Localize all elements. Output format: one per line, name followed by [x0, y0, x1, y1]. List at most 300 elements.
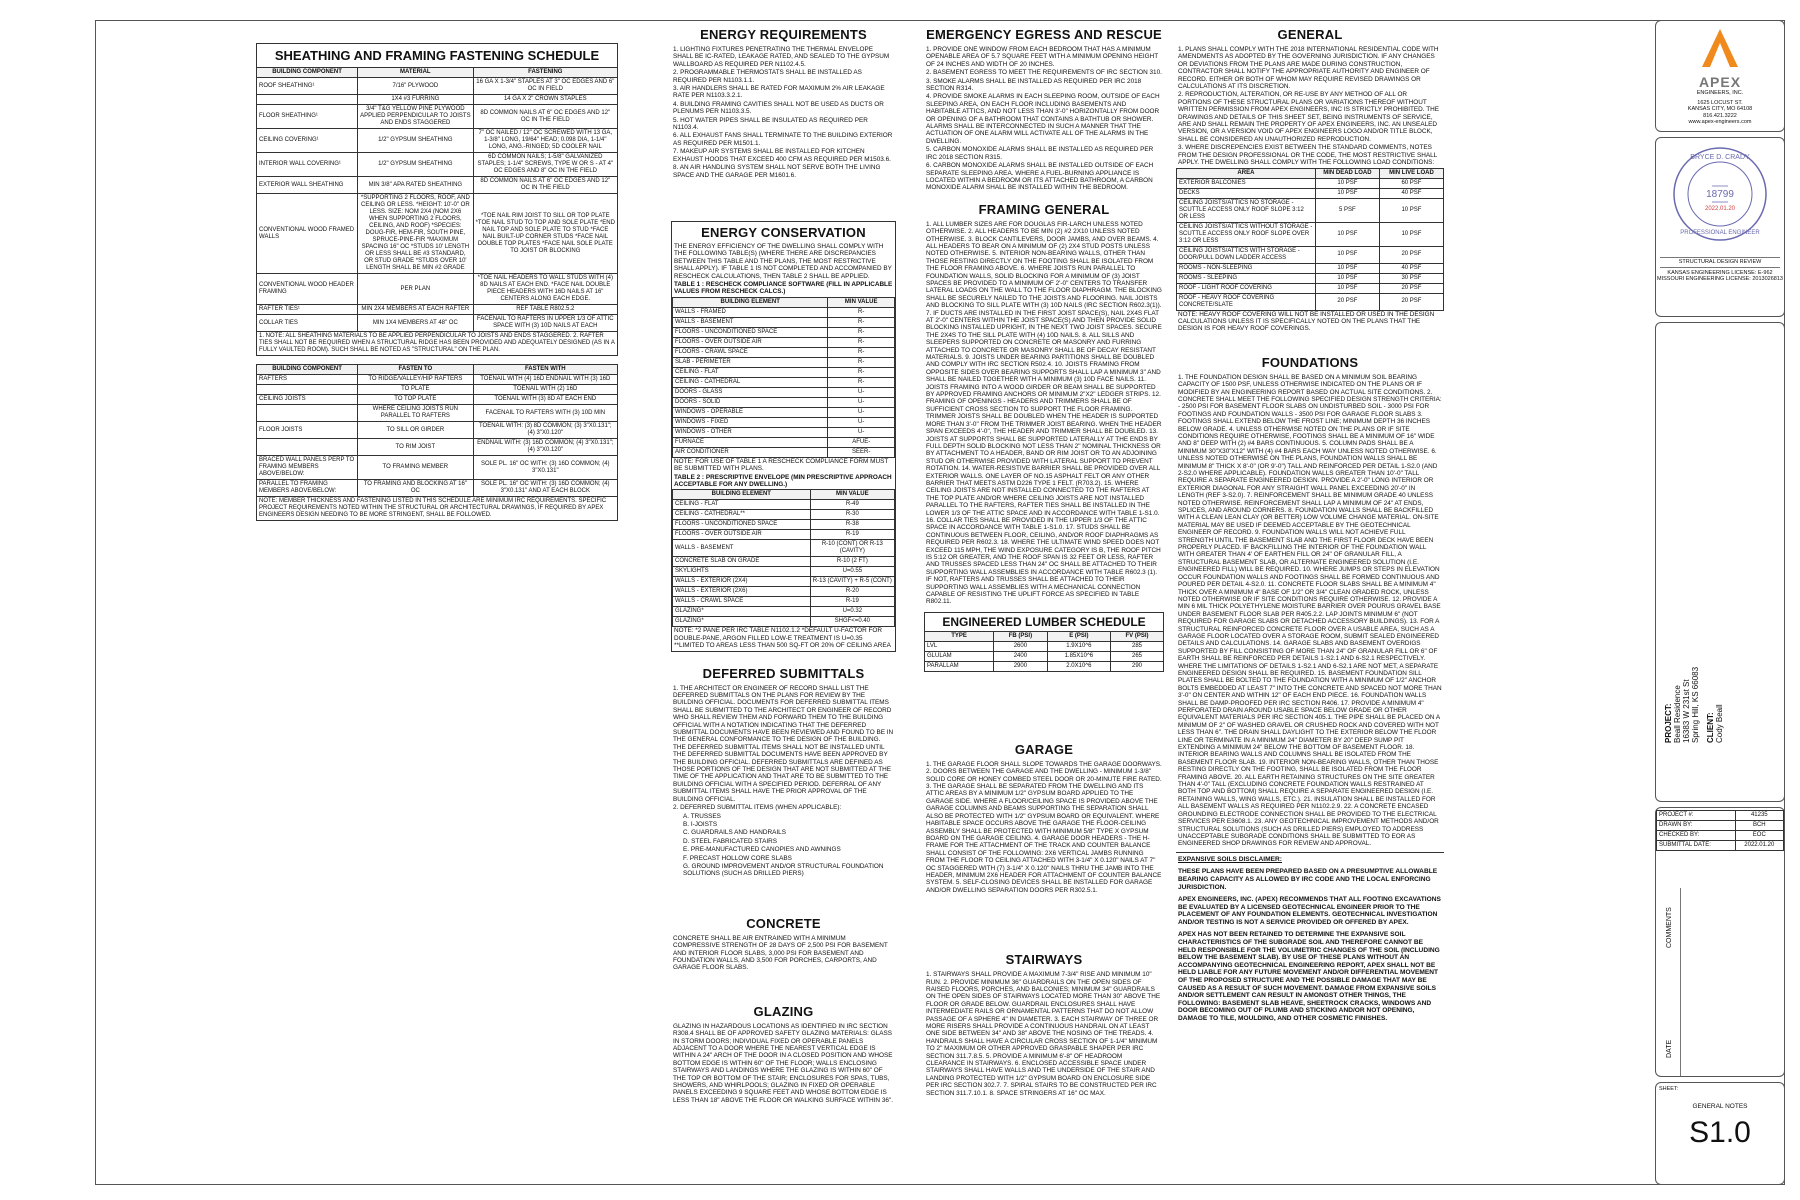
table-cell: 60 PSF — [1379, 178, 1443, 188]
rescheck-row — [673, 377, 895, 387]
table-cell: 7" OC NAILED / 12" OC SCREWED WITH 13 GA, 1-3/8" LONG, 19/64" HEAD; 0.098 DIA, 1-1/4" LONG, ANG.-RINGED; 5D COOLER NAIL — [473, 129, 617, 153]
col-header: MIN VALUE — [810, 490, 894, 500]
table-cell: LVL — [925, 641, 994, 651]
load-row — [1177, 293, 1444, 310]
table-cell: FLOORS - OVER OUTSIDE AIR — [673, 530, 811, 540]
table-cell: AFUE- — [828, 437, 895, 447]
table-cell: R- — [828, 357, 895, 367]
fastening-row — [257, 395, 618, 405]
table-cell: TO PLATE — [358, 385, 474, 395]
fastening-row — [257, 422, 618, 439]
meta-row — [1657, 821, 1784, 831]
fastening-row — [257, 405, 618, 422]
meta-row — [1657, 811, 1784, 821]
sheathing-row — [257, 305, 618, 315]
prescriptive-row — [673, 567, 895, 577]
table-cell: 2900 — [994, 661, 1048, 671]
table-cell: DECKS — [1177, 188, 1316, 198]
table-cell: 285 — [1111, 641, 1164, 651]
glazing-text: GLAZING IN HAZARDOUS LOCATIONS AS IDENTIFIED IN IRC SECTION R308.4 SHALL BE OF APPROVED SAFETY GLAZING MATERIALS: GLASS IN STORM DOORS; INDIVIDUAL FIXED OR OPERABLE PANELS ADJACENT TO A DOOR WHERE THE NEAREST VERTICAL EDGE IS WITHIN A 24" ARCH OF THE DOOR IN A CLOSED POSITION AND WHOSE BOTTOM EDGE IS WITHIN 60" OF THE FLOOR; WALLS ENCLOSING STAIRWAYS AND LANDINGS WHERE THE GLAZING IS WITHIN 60" OF THE TOP OR BOTTOM OF THE STAIR; ENCLOSURES FOR SPAS, TUBS, SHOWERS, AND WHIRLPOOLS; GLAZING IN FIXED OR OPERABLE PANELS EXCEEDING 9 SQUARE FEET AND WHOSE BOTTOM EDGE IS LESS THAN 18" ABOVE THE FLOOR OR WALKING SURFACE WITHIN 36". — [673, 1022, 893, 1104]
sheathing-row — [257, 274, 618, 305]
table-cell: AIR CONDITIONER — [673, 447, 828, 457]
general-item: 3. WHERE DISCREPENCIES EXIST BETWEEN THE STANDARD COMMENTS, NOTES FROM THE DESIGN PROFESSIONAL OR THE CODE, THE MOST RESTRICTIVE SHALL APPLY. THE DWELLING SHALL COMPLY WITH THE FOLLOWING LOAD CONDITIONS: — [1178, 144, 1437, 167]
col-header: TYPE — [925, 631, 994, 641]
table-cell: CHECKED BY: — [1657, 831, 1736, 841]
table-cell: 41235 — [1735, 811, 1783, 821]
table-cell: SLAB - PERIMETER — [673, 357, 828, 367]
col-header: BUILDING COMPONENT — [257, 68, 358, 78]
sheathing-row — [257, 105, 618, 129]
table-cell: CONCRETE SLAB ON GRADE — [673, 557, 811, 567]
table-cell: R-38 — [810, 520, 894, 530]
prescriptive-row — [673, 557, 895, 567]
table-cell: WHERE CEILING JOISTS RUN PARALLEL TO RAFTERS — [358, 405, 474, 422]
table-cell: WINDOWS - FIXED — [673, 417, 828, 427]
load-row — [1177, 273, 1444, 283]
table-cell: RAFTER TIES¹ — [257, 305, 358, 315]
table-cell: R- — [828, 337, 895, 347]
table-cell: WINDOWS - OPERABLE — [673, 407, 828, 417]
table-cell: SEER- — [828, 447, 895, 457]
project-meta-box — [1655, 807, 1785, 1077]
meta-row — [1657, 841, 1784, 851]
table-cell: 5 PSF — [1315, 198, 1379, 222]
table-cell: R-19 — [810, 530, 894, 540]
table-cell: CEILING - CATHEDRAL — [673, 377, 828, 387]
table-cell: TO TOP PLATE — [358, 395, 474, 405]
client-label: CLIENT: — [1706, 712, 1715, 743]
col-header: FASTEN TO — [358, 365, 474, 375]
col-header: BUILDING ELEMENT — [673, 490, 811, 500]
date-label: DATE — [1666, 1039, 1673, 1058]
table-cell: U- — [828, 397, 895, 407]
prescriptive-table — [672, 489, 895, 627]
garage-text: 1. THE GARAGE FLOOR SHALL SLOPE TOWARDS THE GARAGE DOORWAYS. 2. DOORS BETWEEN THE GARAGE AND THE DWELLING - MINIMUM 1-3/8" SOLID CORE OR HONEY COMBED STEEL DOOR OR 20-MINUTE FIRE RATED. 3. THE GARAGE SHALL BE SEPARATED FROM THE DWELLING AND ITS ATTIC AREAS BY A MINIMUM 1/2" GYPSUM BOARD APPLIED TO THE GARAGE SIDE. WHERE A FLOOR/CEILING SPACE IS PROVIDED ABOVE THE GARAGE COLUMNS AND BEAMS SUPPORTING THE SEPARATION SHALL ALSO BE PROTECTED WITH 1/2" GYPSUM BOARD OR EQUIVALENT. WHERE HABITABLE SPACE OCCURS ABOVE THE GARAGE THE FLOOR-CEILING ASSEMBLY SHALL BE PROTECTED WITH MINIMUM 5/8" TYPE X GYPSUM BOARD ON THE GARAGE CEILING. 4. GARAGE DOOR HEADERS - THE H-FRAME FOR THE ATTACHMENT OF THE TRACK AND COUNTER BALANCE SHALL CONSIST OF THE FOLLOWING: 2X6 VERTICAL JAMBS RUNNING FROM THE FLOOR TO CEILING ATTACHED WITH 3-1/4" X 0.120" NAILS AT 7" OC STAGGERED WITH (7) 3-1/4" X 0.120" NAILS THRU THE JAMB INTO THE HEADER, MINIMUM 2X6 HEADER FOR ATTACHMENT OF COUNTER BALANCE SYSTEM. 5. SELF-CLOSING DEVICES SHALL BE INSTALLED FOR GARAGE AND/OR DWELLING SEPARATION DOORS PER R302.5.1. — [926, 760, 1162, 894]
table-cell: WALLS - BASEMENT — [673, 540, 811, 557]
energy-conservation-box — [671, 221, 896, 652]
table-cell: 16 GA X 1-3/4" STAPLES AT 3" OC EDGES AND 6" OC IN FIELD — [473, 78, 617, 95]
table-cell: 10 PSF — [1315, 178, 1379, 188]
table1-caption: TABLE 1 : RESCHECK COMPLIANCE SOFTWARE (FILL IN APPLICABLE VALUES FROM RESCHECK CALCS.) — [674, 280, 893, 296]
prescriptive-row — [673, 530, 895, 540]
table-cell: R-20 — [810, 587, 894, 597]
company-name: APEX — [1698, 74, 1742, 90]
garage-title: GARAGE — [1014, 741, 1074, 757]
table-cell: FLOORS - UNCONDITIONED SPACE — [673, 520, 811, 530]
table-cell: FLOORS - UNCONDITIONED SPACE — [673, 327, 828, 337]
table-cell: INTERIOR WALL COVERING¹ — [257, 153, 358, 177]
project-info-rotated — [1664, 563, 1700, 743]
table-cell: 10 PSF — [1379, 198, 1443, 222]
project-address2: Spring Hill, KS 66083 — [1691, 666, 1700, 743]
table-cell: 20 PSF — [1379, 246, 1443, 263]
deferred-text: 1. THE ARCHITECT OR ENGINEER OF RECORD SHALL LIST THE DEFERRED SUBMITTALS ON THE PLANS FOR REVIEW BY THE BUILDING OFFICIAL. DOCUMENTS FOR DEFERRED SUBMITTAL ITEMS SHALL BE SUBMITTED TO THE ARCHITECT OR ENGINEER OF RECORD WHO SHALL REVIEW THEM AND FORWARD THEM TO THE BUILDING OFFICIAL WITH A NOTATION INDICATING THAT THE DEFERRED SUBMITTAL DOCUMENTS HAVE BEEN REVIEWED AND FOUND TO BE IN THE GENERAL CONFORMANCE TO THE DESIGN OF THE BUILDING. THE DEFERRED SUBMITTAL ITEMS SHALL NOT BE INSTALLED UNTIL THE DEFERRED SUBMITTAL DOCUMENTS HAVE BEEN APPROVED BY THE BUILDING OFFICIAL. DEFERRED SUBMITTALS ARE DEFINED AS THOSE PORTIONS OF THE DESIGN THAT ARE NOT SUBMITTED AT THE TIME OF THE APPLICATION AND THAT ARE TO BE SUBMITTED TO THE BUILDING OFFICIAL WITH A SPECIFIED PERIOD. DEFERRAL OF ANY SUBMITTAL ITEMS SHALL HAVE THE PRIOR APPROVAL OF THE BUILDING OFFICIAL. — [673, 684, 894, 803]
drawing-sheet — [95, 20, 1785, 1185]
rescheck-row — [673, 357, 895, 367]
table-cell: MIN 2X4 MEMBERS AT EACH RAFTER — [358, 305, 474, 315]
table-cell: 20 PSF — [1379, 283, 1443, 293]
table-cell: 40 PSF — [1379, 188, 1443, 198]
rescheck-row — [673, 367, 895, 377]
table-cell: R- — [828, 347, 895, 357]
col-header: E (PSI) — [1047, 631, 1110, 641]
fastening-row — [257, 385, 618, 395]
concrete-text: CONCRETE SHALL BE AIR ENTRAINED WITH A MINIMUM COMPRESSIVE STRENGTH OF 28 DAYS OF 2,500 PSI FOR BASEMENT AND INTERIOR FLOOR SLABS, 3,000 PSI FOR BASEMENT AND FOUNDATION WALLS, AND 3,500 FOR PORCHES, CARPORTS, AND GARAGE FLOOR SLABS. — [673, 934, 888, 972]
table-cell: EXTERIOR WALL SHEATHING — [257, 177, 358, 194]
energy-req-list — [671, 46, 896, 179]
deferred-item: G. GROUND IMPROVEMENT AND/OR STRUCTURAL FOUNDATION SOLUTIONS (SUCH AS DRILLED PIERS) — [683, 862, 884, 878]
prescriptive-row — [673, 617, 895, 627]
rescheck-row — [673, 347, 895, 357]
rescheck-row — [673, 437, 895, 447]
general-title: GENERAL — [1277, 27, 1343, 42]
rescheck-table — [672, 297, 895, 458]
foundations-title: FOUNDATIONS — [1261, 354, 1359, 370]
stairways-text: 1. STAIRWAYS SHALL PROVIDE A MAXIMUM 7-3/4" RISE AND MINIMUM 10" RUN. 2. PROVIDE MINIMUM 36" GUARDRAILS ON THE OPEN SIDES OF RAISED FLOORS, PORCHES, AND BALCONIES; MINIMUM 34" GUARDRAILS ON THE OPEN SIDES OF STAIRWAYS LOCATED MORE THAN 30" ABOVE THE FLOOR OR GRADE BELOW. GUARDRAIL ENCLOSURES SHALL HAVE INTERMEDIATE RAILS OR ORNAMENTAL PATTERNS THAT DO NOT ALLOW PASSAGE OF A SPHERE 4" IN DIAMETER. 3. EACH STAIRWAY OF THREE OR MORE RISERS SHALL PROVIDE A CONTINUOUS HANDRAIL ON AT LEAST ONE SIDE BETWEEN 34" AND 38" ABOVE THE NOSING OF THE TREADS. 4. HANDRAILS SHALL HAVE A CIRCULAR CROSS SECTION OF 1-1/4" MINIMUM TO 2" MAXIMUM OR OTHER APPROVED GRASPABLE SHAPER PER IRC SECTION 311.7.8.5. 5. PROVIDE A MINIMUM 6'-8" OF HEADROOM CLEARANCE IN STAIRWAYS. 6. ENCLOSED ACCESSIBLE SPACE UNDER STAIRWAYS SHALL HAVE WALLS AND THE UNDERSIDE OF THE STAIR AND LANDING PROTECTED WITH 1/2" GYPSUM BOARD ON ENCLOSURE SIDE PER IRC SECTION 302.7. 7. SPIRAL STAIRS TO BE CONSTRUCTED PER IRC SECTION 311.7.10.1. 8. SPACE STRINGERS AT 16" OC MAX. — [926, 971, 1161, 1097]
deferred-list — [671, 813, 896, 878]
table-cell: U=0.55 — [810, 567, 894, 577]
table-cell: PER PLAN — [358, 274, 474, 305]
table-cell: 1X4 #3 FURRING — [358, 95, 474, 105]
table-cell: WINDOWS - OTHER — [673, 427, 828, 437]
table-cell: 10 PSF — [1379, 222, 1443, 246]
table-cell: U- — [828, 417, 895, 427]
table-cell: ROOMS - NON-SLEEPING — [1177, 263, 1316, 273]
table-cell: R-10 (2 FT) — [810, 557, 894, 567]
col-header: FASTENING — [473, 68, 617, 78]
table-cell: WALLS - FRAMED — [673, 307, 828, 317]
fastening-row — [257, 480, 618, 497]
table-cell: CEILING - FLAT — [673, 367, 828, 377]
lumber-title: ENGINEERED LUMBER SCHEDULE — [924, 612, 1164, 631]
table-cell: ROOF - LIGHT ROOF COVERING — [1177, 283, 1316, 293]
sheathing-table — [256, 67, 618, 332]
general-list — [1176, 46, 1444, 167]
table-cell: SOLE PL. 16" OC WITH: (3) 16D COMMON; (4) 3"X0.131" — [473, 456, 617, 480]
table-cell — [257, 405, 358, 422]
framing-title: FRAMING GENERAL — [978, 201, 1110, 217]
rescheck-row — [673, 387, 895, 397]
deferred-item: B. I-JOISTS — [683, 820, 718, 828]
table-cell — [257, 439, 358, 456]
company-sub: ENGINEERS, INC. — [1696, 90, 1744, 96]
table-cell: R-30 — [810, 510, 894, 520]
energy-cons-title: ENERGY CONSERVATION — [701, 224, 866, 240]
deferred-item: C. GUARDRAILS AND HANDRAILS — [683, 829, 786, 837]
table-cell: TO FRAMING MEMBER — [358, 456, 474, 480]
col-header: FASTEN WITH — [473, 365, 617, 375]
table-cell: BCH — [1735, 821, 1783, 831]
table-cell: 2400 — [994, 651, 1048, 661]
client-name: Cody Beall — [1715, 704, 1724, 743]
table-cell: U- — [828, 387, 895, 397]
general-item: 2. REPRODUCTION, ALTERATION, OR RE-USE BY ANY METHOD OF ALL OR PORTIONS OF THESE STRUCTURAL PLANS OR VARIATIONS THEREOF WITHOUT WRITTEN PERMISSION FROM APEX ENGINEERS, INC IS STRICTLY PROHIBITED. THE DRAWINGS AND DETAILS OF THIS SHEET SET, BEING INSTRUMENTS OF SERVICE, ARE AND SHALL REMAIN THE PROPERTY OF APEX ENGINEERS, INC. AN UNSEALED VERSION, OR A VERSION VOID OF APEX ENGINEERS LOGO AND/OR TITLE BLOCK, SHALL BE CONSIDERED AN UNAUTHORIZED REPRODUCTION. — [1178, 91, 1439, 143]
load-row — [1177, 283, 1444, 293]
glazing-title: GLAZING — [753, 1003, 814, 1019]
table-cell: ROOF SHEATHING¹ — [257, 78, 358, 95]
prescriptive-row — [673, 520, 895, 530]
table-cell: R-10 (CONT) OR R-13 (CAVITY) — [810, 540, 894, 557]
table-cell: *SUPPORTING 2 FLOORS, ROOF, AND CEILING OR LESS. *HEIGHT: 10'-0" OR LESS. SIZE: NOM 2X4 (NOM 2X6 WHEN SUPPORTING 2 FLOORS, CEILING, AND ROOF) *SPECIES: DOUG-FIR, HEM-FIR, SOUTH PINE, SPRUCE-PINE-FIR *MAXIMUM SPACING 16" OC *STUDS 10' LENGTH OR LESS SHALL BE #3 STANDARD, OR STUD GRADE *STUDS OVER 10' LENGTH SHALL BE MIN #2 GRADE — [358, 194, 474, 274]
table-cell: BRACED WALL PANELS PERP TO FRAMING MEMBERS ABOVE/BELOW: — [257, 456, 358, 480]
soils-p3: APEX HAS NOT BEEN RETAINED TO DETERMINE THE EXPANSIVE SOIL CHARACTERISTICS OF THE SUBGRADE SOIL AND THEREFORE CANNOT BE HELD RESPONSIBLE FOR THE VOLUMETRIC CHANGES OF THE SOIL (INCLUDING BELOW THE BASEMENT SLAB). BY USE OF THESE PLANS WITHOUT AN ACCOMPANYING GEOTECHNICAL ENGINEERING REPORT, APEX SHALL NOT BE HELD LIABLE FOR ANY FUTURE MOVEMENT AND/OR DIFFERENTIAL MOVEMENT OF THE PROPOSED STRUCTURE AND THE POSSIBLE DAMAGE THAT MAY BE CAUSED AS A RESULT OF SUCH MOVEMENT. DAMAGE FROM EXPANSIVE SOILS AND/OR SETTLEMENT CAN RESULT IN AMONGST OTHER THINGS, THE FOLLOWING: BASEMENT SLAB HEAVE, SHEETROCK CRACKS, WINDOWS AND DOOR BECOMING OUT OF PLUMB AND STICKING AND/OR NOT OPENING, DAMAGE TO TILE, MOULDING, AND OTHER COSMETIC FINISHES. — [1178, 931, 1440, 1022]
load-row — [1177, 246, 1444, 263]
company-address2: KANSAS CITY, MO 64108 — [1687, 106, 1753, 112]
table-cell: 6D COMMON NAILS; 1-5/8" GALVANIZED STAPLES; 1-1/4" SCREWS, TYPE W OR S - AT 4" OC EDGES AND 8" OC IN THE FIELD — [473, 153, 617, 177]
table-cell: R- — [828, 307, 895, 317]
table-cell: R-19 — [810, 597, 894, 607]
table-cell: FACENAIL TO RAFTERS IN UPPER 1/3 OF ATTIC SPACE WITH (3) 10D NAILS AT EACH — [473, 315, 617, 332]
table-cell: 30 PSF — [1379, 273, 1443, 283]
table-cell: TOENAIL WITH (3) 8D AT EACH END — [473, 395, 617, 405]
table-cell: CEILING JOISTS/ATTICS NO STORAGE - SCUTTLE ACCESS ONLY ROOF SLOPE 3:12 OR LESS — [1177, 198, 1316, 222]
prescriptive-row — [673, 577, 895, 587]
table-cell: U- — [828, 427, 895, 437]
title-block — [1655, 20, 1785, 1185]
foundations-text: 1. THE FOUNDATION DESIGN SHALL BE BASED ON A MINIMUM SOIL BEARING CAPACITY OF 1500 PSF, UNLESS OTHERWISE INDICATED ON THE PLANS OR IF MODIFIED BY AN ENGINEERING REPORT BASED ON ACTUAL SITE CONDITIONS. 2. CONCRETE SHALL MEET THE FOLLOWING SPECIFIED DESIGN STRENGTH CRITERIA: - 2500 PSI FOR BASEMENT FLOOR SLABS ON UNDISTURBED SOIL - 3000 PSI FOR FOOTINGS AND FOUNDATION WALLS - 3500 PSI FOR GARAGE FLOOR SLABS 3. FOOTINGS SHALL EXTEND BELOW THE FROST LINE; MINIMUM DEPTH 36 INCHES BELOW GRADE. 4. UNLESS OTHERWISE NOTED ON THE PLANS OR IF SITE CONDITIONS REQUIRE OTHERWISE, FOOTINGS SHALL BE A MINIMUM OF 16" WIDE AND 8" DEEP WITH (2) #4 BARS CONTINUOUS. 5. COLUMN PADS SHALL BE A MINIMUM 30"X30"X12" WITH (4) #4 BARS EACH WAY UNLESS NOTED OTHERWISE. 6. UNLESS NOTED OTHERWISE ON THE PLANS, FOUNDATION WALLS SHALL BE MINIMUM 8" THICK X 8'-0" (OR 9'-0") TALL AND REINFORCED PER DETAIL 1-S2.0 (AND 2-S2.0 WHERE APPLICABLE). FOUNDATION WALLS GREATER THAN 10'-0" TALL REQUIRE A SEPARATE ENGINEERED DESIGN. PROVIDE A 2'-0" LONG INTERIOR OR EXTERIOR DIAGONAL FOR ANY STRAIGHT WALL PANEL EXCEEDING 20'-0" IN LENGTH (REF 3-S2.0). 7. REINFORCEMENT SHALL BE MINIMUM GRADE 40 UNLESS NOTED OTHERWISE. REINFORCEMENT SHALL LAP A MINIMUM OF 24" AT ENDS, SPLICES, AND AROUND CORNERS. 8. FOUNDATION WALLS SHALL BE BACKFILLED WITH A CLEAN LEAN CLAY (OR BETTER) LOW VOLUME CHANGE MATERIAL. ON-SITE MATERIAL MAY BE USED IF DEEMED ACCEPTABLE BY THE GEOTECHNICAL ENGINEER OF RECORD. 9. FOUNDATION WALLS WILL NOT ACHIEVE FULL STRENGTH UNTIL THE BASEMENT SLAB AND THE FIRST FLOOR DECK HAVE BEEN PROPERLY PLACED. IF BACKFILLING THE INTERIOR OF THE FOUNDATION WALL WITH GREATER THAN 4' OF EARTHEN FILL OR 24" OF GRANULAR FILL, A STRUCTURAL BASEMENT SLAB, OR ALTERNATE ENGINEERED SOLUTION (I.E. ENGINEERED FILL) WILL BE REQUIRED. 10. WHERE JUMPS OR STEPS IN ELEVATION OCCUR FOUNDATION WALLS AND FOOTINGS SHALL BE FORMED CONTINUOUS AND POURED PER DETAIL 4-S2.0. 11. CONCRETE FLOOR SLABS SHALL BE A MINIMUM 4" THICK OVER A MINIMUM 4" BASE OF 1/2" OR 3/4" CLEAN GRADED ROCK, UNLESS NOTED OTHERWISE OR IF SITE CONDITIONS REQUIRE OTHERWISE. 12. PROVIDE A MIN 6 MIL THICK POLYETHYLENE MOISTURE BARRIER OVER POURUS GRAVEL BASE UNDER BASEMENT FLOOR SLAB PER R405.2.2. LAP JOINTS MINIMUM 6" (NOT REQUIRED FOR GARAGE SLABS OR DETACHED ACCESSORY BUILDINGS). 13. FOR A STRUCTURAL REINFORCED CONCRETE FLOOR OVER A USABLE AREA, SUCH AS A GARAGE FLOOR LOCATED OVER A STORAGE ROOM, SUBMIT SEALED ENGINEERED DETAILS AND CALCULATIONS. 14. GARAGE SLABS AND BASEMENT OVERDIGS SUPPORTED BY FILL CONSISTING OF MORE THAN 24" OF GRANULAR FILL OR 6" OF EARTH SHALL BE REINFORCED PER DETAILS 1-S2.1 AND 6-S2.1 RESPECTIVELY. WHERE THE LIMITATIONS OF DETAILS 1-S2.1 AND 6-S2.1 ARE NOT MET, A SEPARATE ENGINEERED DESIGN SHALL BE REQUIRED. 15. BASEMENT FOUNDATION SILL PLATES SHALL BE BOLTED TO THE FOUNDATION WITH A MINIMUM OF 1/2" ANCHOR BOLTS EMBEDDED AT LEAST 7" INTO THE CONCRETE AND SPACED NOT MORE THAN 3'-0" ON CENTER AND WITHIN 12" OF EACH END PIECE. 16. FOUNDATION WALLS SHALL BE DAMP-PROOFED PER IRC SECTION R406. 17. PROVIDE A MINIMUM 4" PERFORATED DRAIN AROUND USABLE SPACE BELOW GRADE OR OTHER EQUIVALENT MATERIALS PER IRC SECTION 405.1. THE PIPE SHALL BE PLACED ON A MINIMUM OF 2" OF WASHED GRAVEL OR CRUSHED ROCK AND COVERED WITH NOT LESS THAN 6". THE DRAIN SHALL DAYLIGHT TO THE EXTERIOR BELOW THE FLOOR LINE OR TERMINATE IN A MINIMUM 24" DIAMETER BY 20" DEEP SUMP PIT EXTENDING A MINIMUM 24" BELOW THE BOTTOM OF BASEMENT FLOOR. 18. INTERIOR BEARING WALLS AND COLUMNS SHALL BE ISOLATED FROM THE BASEMENT FLOOR SLAB. 19. INTERIOR NON-BEARING WALLS, OTHER THAN THOSE RESTING DIRECTLY ON THE FOOTING, SHALL BE ISOLATED FROM THE FLOOR FRAMING ABOVE. 20. ALL EARTH RETAINING STRUCTURES ON THE SITE GREATER THAN 4'-0" TALL (EXCLUDING CONCRETE FOUNDATION WALLS RESTRAINED AT BOTH TOP AND BOTTOM) SHALL REQUIRE A SEPARATE ENGINEERED DESIGN (I.E. RETAINING WALLS, WING WALLS, ETC.). 21. INSULATION SHALL BE INSTALLED FOR ALL BASEMENT WALLS AS REQUIRED PER N1102.2.9. 22. A CONCRETE ENCASED GROUNDING ELECTRODE CONNECTION SHALL BE PROVIDED TO THE ELECTRICAL SERVICES PER E3608.1. 23. ANY GEOTECHNICAL IMPROVEMENT METHODS AND/OR STRUCTURAL SOLUTIONS (SUCH AS DRILLED PIERS) EMPLOYED TO ADDRESS UNACCEPTABLE SUBGRADE CONDITIONS SHALL BE SUBMITTED TO EOR AS ENGINEERED SHOP DRAWINGS FOR REVIEW AND APPROVAL. — [1178, 373, 1442, 848]
rescheck-row — [673, 407, 895, 417]
table-cell: SHGF<=0.40 — [810, 617, 894, 627]
deferred-item: E. PRE-MANUFACTURED CANOPIES AND AWNINGS — [683, 846, 841, 854]
table-cell: FLOORS - CRAWL SPACE — [673, 347, 828, 357]
energy-req-item: 3. AIR HANDLERS SHALL BE RATED FOR MAXIMUM 2% AIR LEAKAGE RATE PER N1103.3.2.1. — [673, 85, 885, 100]
rescheck-row — [673, 427, 895, 437]
table-cell: FACENAIL TO RAFTERS WITH (3) 10D MIN — [473, 405, 617, 422]
table-cell: DOORS - SOLID — [673, 397, 828, 407]
table-cell: PROJECT #: — [1657, 811, 1736, 821]
framing-column — [924, 21, 1164, 1098]
table-cell — [257, 95, 358, 105]
soils-title: EXPANSIVE SOILS DISCLAIMER: — [1178, 855, 1282, 863]
table-cell: R- — [828, 327, 895, 337]
rescheck-row — [673, 397, 895, 407]
table-cell: CEILING JOISTS/ATTICS WITH STORAGE - DOOR/PULL DOWN LADDER ACCESS — [1177, 246, 1316, 263]
table-cell: ENDNAIL WITH: (3) 16D COMMON; (4) 3"X0.131"; (4) 3"X0.120" — [473, 439, 617, 456]
energy-req-title: ENERGY REQUIREMENTS — [700, 27, 867, 42]
load-note: NOTE: HEAVY ROOF COVERING WILL NOT BE INSTALLED OR USED IN THE DESIGN CALCULATIONS UNLESS IT IS SPECIFICALLY NOTED ON THE PLANS THAT THE DESIGN IS FOR HEAVY ROOF COVERINGS. — [1178, 310, 1435, 333]
apex-logo-icon — [1700, 27, 1740, 69]
table-cell: MIN 3/8" APA RATED SHEATHING — [358, 177, 474, 194]
table-cell: 14 GA X 2" CROWN STAPLES — [473, 95, 617, 105]
egress-item: 3. SMOKE ALARMS SHALL BE INSTALLED AS REQUIRED PER IRC 2018 SECTION R314. — [926, 77, 1142, 93]
table-cell: U- — [828, 407, 895, 417]
table-cell: SUBMITTAL DATE: — [1657, 841, 1736, 851]
table-cell: TOENAIL WITH (2) 16D — [473, 385, 617, 395]
col-header: MATERIAL — [358, 68, 474, 78]
table-cell: REF TABLE R802.5.2 — [473, 305, 617, 315]
company-web: www.apex-engineers.com — [1688, 119, 1752, 125]
license-mo: MISSOURI ENGINEERING LICENSE: 2013026813 — [1657, 276, 1783, 282]
project-box — [1655, 322, 1785, 802]
egress-item: 5. CARBON MONOXIDE ALARMS SHALL BE INSTALLED AS REQUIRED PER IRC 2018 SECTION R315. — [926, 146, 1154, 161]
project-meta-table — [1656, 810, 1784, 851]
project-label: PROJECT: — [1664, 703, 1673, 743]
license-ks: KANSAS ENGINEERING LICENSE: E-962 — [1667, 269, 1773, 276]
project-address1: 16383 W 231st St — [1682, 679, 1691, 743]
table-cell: R- — [828, 367, 895, 377]
col-header: AREA — [1177, 168, 1316, 178]
table-cell: CEILING JOISTS/ATTICS WITHOUT STORAGE - SCUTTLE ACCESS ONLY ROOF SLOPE OVER 3:12 OR LESS — [1177, 222, 1316, 246]
table-cell: CEILING - CATHEDRAL** — [673, 510, 811, 520]
table-cell: SOLE PL. 16" OC WITH: (3) 16D COMMON; (4) 3"X0.131" AND AT EACH BLOCK — [473, 480, 617, 497]
table-cell: FLOOR SHEATHING¹ — [257, 105, 358, 129]
egress-item: 1. PROVIDE ONE WINDOW FROM EACH BEDROOM THAT HAS A MINIMUM OPENABLE AREA OF 5.7 SQUARE FEET WITH A MINIMUM OPENING HEIGHT OF 24 INCHES AND WIDTH OF 20 INCHES. — [926, 46, 1159, 68]
col-header: BUILDING ELEMENT — [673, 297, 828, 307]
general-column — [1176, 21, 1444, 1031]
energy-req-item: 4. BUILDING FRAMING CAVITIES SHALL NOT BE USED AS DUCTS OR PLENUMS PER N1103.3.5. — [673, 100, 884, 116]
energy-req-item: 8. AN AIR HANDLING SYSTEM SHALL NOT SERVE BOTH THE LIVING SPACE AND THE GARAGE PER M1601.6. — [673, 164, 881, 179]
fastening-row — [257, 439, 618, 456]
table-cell: TO RIDGE/VALLEY/HIP RAFTERS — [358, 375, 474, 385]
sheathing-row — [257, 315, 618, 332]
table-cell: DRAWN BY: — [1657, 821, 1736, 831]
load-row — [1177, 263, 1444, 273]
prescriptive-row — [673, 510, 895, 520]
sheet-title: GENERAL NOTES — [1692, 1102, 1748, 1110]
table-cell: DOORS - GLASS — [673, 387, 828, 397]
soils-p1: THESE PLANS HAVE BEEN PREPARED BASED ON A PRESUMPTIVE ALLOWABLE BEARING CAPACITY AS ALLOWED BY IRC CODE AND THE LOCAL ENFORCING JURISDICTION. — [1178, 868, 1438, 891]
col-header: BUILDING COMPONENT — [257, 365, 358, 375]
concrete-title: CONCRETE — [746, 915, 821, 931]
table-cell: EOC — [1735, 831, 1783, 841]
framing-text: 1. ALL LUMBER SIZES ARE FOR DOUGLAS FIR-LARCH UNLESS NOTED OTHERWISE. 2. ALL HEADERS TO BE MIN (2) #2 2X10 UNLESS NOTED OTHERWISE. 3. BLOCK CANTILEVERS, DOOR JAMBS, AND OVER BEAMS. 4. ALL HEADERS TO BEAR ON A MINIMUM OF (2) 2X4 STUD POSTS UNLESS NOTED OTHERWISE. 5. INTERIOR NON-BEARING WALLS, OTHER THAN THOSE RESTING DIRECTLY ON THE FOOTING SHALL BE ISOLATED FROM THE FLOOR FRAMING ABOVE. 6. WHERE JOISTS RUN PARALLEL TO FOUNDATION WALLS, SOLID BLOCKING FOR A MINIMUM OF (3) JOIST SPACES BE PROVIDED TO A MINIMUM OF 2'-0" CENTERS TO TRANSFER LATERAL LOADS ON THE WALL TO THE FLOOR DIAPHRAGM. THE BLOCKING SHALL BE SECURELY NAILED TO THE JOISTS AND FLOORING. NAIL JOISTS AND BLOCKING TO SILL PLATE WITH (3) 10D NAILS (IRC SECTION R602.3(1)). 7. IF DUCTS ARE INSTALLED IN THE FIRST JOIST SPACE(S), NAIL 2X4S FLAT AT 2'-0" CENTERS WITHIN THE JOIST SPACE(S) AND THEN PROVIDE SOLID BLOCKING INSTALLED UPRIGHT, IN THE NEXT TWO JOIST SPACES. SECURE THE 2X4S TO THE SILL PLATE WITH (4) 10D NAILS. 8. ALL SILLS AND SLEEPERS SUPPORTED ON CONCRETE OR MASONRY AND FURRING ATTACHED TO CONCRETE OR MASONRY SHALL BE OF DECAY RESISTANT MATERIALS. 9. JOISTS UNDER BEARING PARTITIONS SHALL BE DOUBLED AND COMPLY WITH IRC SECTION R502.4. 10. JOISTS FRAMING FROM OPPOSITE SIDES OVER BEARING SUPPORTS SHALL LAP A MINIMUM 3" AND SHALL BE NAILED TOGETHER WITH A MINIMUM (3) 10D FACE NAILS. 11. JOISTS FRAMING INTO A WOOD GIRDER OR BEAM SHALL BE SUPPORTED BY APPROVED FRAMING ANCHORS OR MINIMUM 2"X2" LEDGER STRIPS. 12. FRAMING OF OPENINGS - HEADERS AND TRIMMERS SHALL BE OF SUFFICIENT CROSS SECTION TO SUPPORT THE FLOOR FRAMING. TRIMMER JOISTS SHALL BE DOUBLED WHEN THE HEADER IS SUPPORTED MORE THAN 3'-0" FROM THE TRIMMER JOIST BEARING. WHEN THE HEADER SPAN EXCEEDS 4'-0", THE HEADER AND TRIMMER SHALL BE DOUBLED. 13. JOISTS AT SUPPORTS SHALL BE SUPPORTED LATERALLY AT THE ENDS BY FULL DEPTH SOLID BLOCKING NOT LESS THAN 2" NOMINAL THICKNESS OR BY ATTACHMENT TO A HEADER, BAND OR RIM JOIST OR TO AN ADJOINING STUD OR OTHERWISE PROVIDED WITH LATERAL SUPPORT TO PREVENT ROTATION. 14. WATER-RESISTIVE BARRIER SHALL BE PROVIDED OVER ALL EXTERIOR WALLS. ONE LAYER OF NO.15 ASPHALT FELT OR ANY OTHER BARRIER THAT MEETS ASTM D226 TYPE 1 FELT. (R703.2). 15. WHERE CEILING JOISTS ARE NOT INSTALLED CONNECTED TO THE RAFTERS AT THE TOP PLATE AND/OR WHERE CEILING JOISTS ARE NOT INSTALLED PARALLEL TO THE RAFTERS, RAFTER TIES SHALL BE INSTALLED IN THE LOWER 1/3 OF THE ATTIC SPACE AND IN ACCORDANCE WITH TABLE 1-S1.0. 16. COLLAR TIES SHALL BE PROVIDED IN THE UPPER 1/3 OF THE ATTIC SPACE IN ACCORDANCE WITH TABLE 1-S1.0. 17. STUDS SHALL BE CONTINUOUS BETWEEN FLOOR, CEILING, AND/OR ROOF DIAPHRAGMS AS REQUIRED PER R602.3. 18. WHERE THE ULTIMATE WIND SPEED DOES NOT EXCEED 115 MPH, THE WIND EXPOSURE CATEGORY IS B, THE ROOF PITCH IS 5:12 OR GREATER, AND THE ROOF SPAN IS 32 FEET OR LESS, RAFTER AND TRUSSES SPACED LESS THAN 24" OC SHALL BE ATTACHED TO THEIR SUPPORTING WALL ASSEMBLIES IN ACCORDANCE WITH TABLE R602.3 (1). IF NOT, RAFTERS AND TRUSSES SHALL BE ATTACHED TO THEIR SUPPORTING WALL ASSEMBLIES WITH A MECHANICAL CONNECTION CAPABLE OF RESISTING THE UPLIFT FORCE AS SPECIFIED IN TABLE R802.11. — [926, 220, 1162, 606]
rescheck-row — [673, 327, 895, 337]
seal-ring: PROFESSIONAL ENGINEER — [1680, 230, 1760, 236]
table-cell: 1.9X10^6 — [1047, 641, 1110, 651]
rescheck-row — [673, 307, 895, 317]
sheathing-title: SHEATHING AND FRAMING FASTENING SCHEDULE — [256, 43, 618, 67]
seal-caption: STRUCTURAL DESIGN REVIEW — [1660, 257, 1780, 268]
table-cell: 265 — [1111, 651, 1164, 661]
client-info-rotated — [1706, 563, 1724, 743]
table2-notes: NOTE: *2 PANE PER IRC TABLE N1102.1.2 *DEFAULT U-FACTOR FOR DOUBLE-PANE, ARGON FILLED LOW-E TREATMENT IS U=0.35 **LIMITED TO AREAS LESS THAN 500 SQ-FT OR 20% OF CEILING AREA — [674, 627, 891, 650]
table-cell: WALLS - BASEMENT — [673, 317, 828, 327]
table-cell: 1/2" GYPSUM SHEATHING — [358, 153, 474, 177]
col-header: MIN VALUE — [828, 297, 895, 307]
deferred-item: D. STEEL FABRICATED STAIRS — [683, 837, 777, 845]
load-row — [1177, 222, 1444, 246]
table-cell: 40 PSF — [1379, 263, 1443, 273]
rescheck-row — [673, 447, 895, 457]
table-cell: TO RIM JOIST — [358, 439, 474, 456]
col-header: MIN DEAD LOAD — [1315, 168, 1379, 178]
table-cell: 8D COMMON NAILS AT 6" OC EDGES AND 12" OC IN THE FIELD — [473, 105, 617, 129]
lumber-row — [925, 651, 1164, 661]
table-cell: *TOE NAIL HEADERS TO WALL STUDS WITH (4) 8D NAILS AT EACH END. *FACE NAIL DOUBLE PIECE HEADERS WITH 16D NAILS AT 16" CENTERS ALONG EACH EDGE. — [473, 274, 617, 305]
energy-req-item: 2. PROGRAMMABLE THERMOSTATS SHALL BE INSTALLED AS REQUIRED PER N1103.1.1. — [673, 69, 862, 84]
energy-cons-intro: THE ENERGY EFFICIENCY OF THE DWELLING SHALL COMPLY WITH THE FOLLOWING TABLE(S) (WHERE THERE ARE DISCREPANCIES BETWEEN THIS TABLE AND THE PLANS, THE MOST RESTRICTIVE SHALL APPLY). IF TABLE 1 IS NOT COMPLETED AND ACCOMPANIED BY RESCHECK CALCULATIONS, THEN TABLE 2 SHALL BE APPLIED. — [674, 242, 892, 280]
sheathing-row — [257, 129, 618, 153]
table-cell: FLOOR JOISTS — [257, 422, 358, 439]
table-cell: 2600 — [994, 641, 1048, 651]
table-cell: GLAZING* — [673, 617, 811, 627]
table-cell: 2.0X10^6 — [1047, 661, 1110, 671]
sheathing-row — [257, 177, 618, 194]
table-cell: CONVENTIONAL WOOD HEADER FRAMING — [257, 274, 358, 305]
energy-req-item: 7. MAKEUP AIR SYSTEMS SHALL BE INSTALLED FOR KITCHEN EXHAUST HOODS THAT EXCEED 400 CFM AS REQUIRED PER M1503.6. — [673, 148, 891, 163]
project-name: Beall Residence — [1673, 685, 1682, 743]
table-cell: 10 PSF — [1315, 188, 1379, 198]
soils-p2: APEX ENGINEERS, INC. (APEX) RECOMMENDS THAT ALL FOOTING EXCAVATIONS BE EVALUATED BY A LICENSED GEOTECHNICAL ENGINEER PRIOR TO THE PLACEMENT OF ANY FOUNDATION ELEMENTS. GEOTECHNICAL INVESTIGATION AND/OR TESTING IS NOT A SERVICE PROVIDED OR OFFERED BY APEX. — [1178, 896, 1441, 926]
table-cell: CEILING - FLAT — [673, 500, 811, 510]
sheathing-row — [257, 153, 618, 177]
table-cell: R-13 (CAVITY) + R-5 (CONT) — [810, 577, 894, 587]
seal-name: BRYCE D. CRADY — [1690, 154, 1750, 161]
table-cell: R- — [828, 377, 895, 387]
company-address1: 1625 LOCUST ST. — [1697, 99, 1743, 106]
table-cell: GLULAM — [925, 651, 994, 661]
table-cell: WALLS - EXTERIOR (2X6) — [673, 587, 811, 597]
company-phone: 816.421.3222 — [1703, 112, 1737, 119]
table-cell: 3/4" T&G YELLOW PINE PLYWOOD APPLIED PERPENDICULAR TO JOISTS AND ENDS STAGGERED — [358, 105, 474, 129]
rescheck-row — [673, 417, 895, 427]
table-cell: 10 PSF — [1315, 263, 1379, 273]
table-cell: TOENAIL WITH (4) 16D ENDNAIL WITH (3) 16D — [473, 375, 617, 385]
table-cell: EXTERIOR BALCONIES — [1177, 178, 1316, 188]
table-cell: WALLS - EXTERIOR (2X4) — [673, 577, 811, 587]
seal-box — [1655, 137, 1785, 317]
meta-row — [1657, 831, 1784, 841]
prescriptive-row — [673, 597, 895, 607]
fastening-row — [257, 456, 618, 480]
table-cell: 2022.01.20 — [1735, 841, 1783, 851]
lumber-table — [924, 631, 1164, 672]
sheathing-row — [257, 78, 618, 95]
table-cell: CEILING COVERING¹ — [257, 129, 358, 153]
sheet-box — [1655, 1082, 1785, 1185]
deferred-title: DEFERRED SUBMITTALS — [702, 665, 865, 681]
table-cell: R-49 — [810, 500, 894, 510]
fastening-row — [257, 375, 618, 385]
table-cell: PARALLAM — [925, 661, 994, 671]
table-cell: FLOORS - OVER OUTSIDE AIR — [673, 337, 828, 347]
table-cell: PARALLEL TO FRAMING MEMBERS ABOVE/BELOW: — [257, 480, 358, 497]
col-header: MIN LIVE LOAD — [1379, 168, 1443, 178]
prescriptive-row — [673, 587, 895, 597]
lumber-schedule — [924, 612, 1164, 672]
table-cell: 1/2" GYPSUM SHEATHING — [358, 129, 474, 153]
lumber-row — [925, 661, 1164, 671]
sheathing-column — [256, 43, 618, 521]
table-cell: FURNACE — [673, 437, 828, 447]
table-cell: 1.85X10^6 — [1047, 651, 1110, 661]
stairways-title: STAIRWAYS — [1005, 952, 1083, 968]
soils-disclaimer — [1176, 852, 1444, 1031]
col-header: FB (PSI) — [994, 631, 1048, 641]
egress-item: 4. PROVIDE SMOKE ALARMS IN EACH SLEEPING ROOM, OUTSIDE OF EACH SLEEPING AREA, ON EACH FLOOR INCLUDING BASEMENTS AND HABITABLE ATTICS, AND NOT LESS THAN 3'-0" HORIZONTALLY FROM DOOR OR OPENING OF A BATHROOM THAT CONTAINS A BATHTUB OR SHOWER. ALARMS SHALL BE INTERCONNECTED IN SUCH A MANNER THAT THE ACTUATION OF ONE ALARM WILL ACTIVATE ALL OF THE ALARMS IN THE DWELLING. — [926, 93, 1160, 145]
egress-item: 6. CARBON MONOXIDE ALARMS SHALL BE INSTALLED OUTSIDE OF EACH SEPARATE SLEEPING AREA. WHERE A FUEL-BURNING APPLIANCE IS LOCATED WITHIN A BEDROOM OR ITS ATTACHED BATHROOM, A CARBON MONOXIDE ALARM SHALL BE INSTALLED WITHIN THE BEDROOM. — [926, 162, 1154, 192]
table-cell: 20 PSF — [1315, 293, 1379, 310]
prescriptive-row — [673, 500, 895, 510]
table-cell: ROOMS - SLEEPING — [1177, 273, 1316, 283]
engineer-seal-icon — [1670, 144, 1770, 244]
sheathing-final-note: NOTE: MEMBER THICKNESS AND FASTENING LISTED IN THIS SCHEDULE ARE MINIMUM IRC REQUIREMENTS. SPECIFIC PROJECT REQUIREMENTS NOTED WITHIN THE STRUCTURAL OR ARCHITECTURAL DRAWINGS, IF REQUIRED BY APEX ENGINEERS DESIGN NEEDING TO BE MORE STRINGENT, SHALL BE FOLLOWED. — [256, 497, 618, 521]
table-cell: TO FRAMING AND BLOCKING AT 16" OC — [358, 480, 474, 497]
company-box — [1655, 20, 1785, 132]
table-cell: 10 PSF — [1315, 283, 1379, 293]
sheet-label: SHEET: — [1659, 1086, 1679, 1092]
table-cell: 10 PSF — [1315, 222, 1379, 246]
egress-list — [924, 46, 1164, 192]
seal-date: 2022.01.20 — [1704, 206, 1736, 212]
table-cell: 10 PSF — [1315, 273, 1379, 283]
load-row — [1177, 198, 1444, 222]
deferred-item: A. TRUSSES — [683, 812, 721, 820]
deferred-list-intro: 2. DEFERRED SUBMITTAL ITEMS (WHEN APPLICABLE): — [673, 804, 842, 812]
table-cell: 290 — [1111, 661, 1164, 671]
prescriptive-row — [673, 540, 895, 557]
table-cell: COLLAR TIES — [257, 315, 358, 332]
